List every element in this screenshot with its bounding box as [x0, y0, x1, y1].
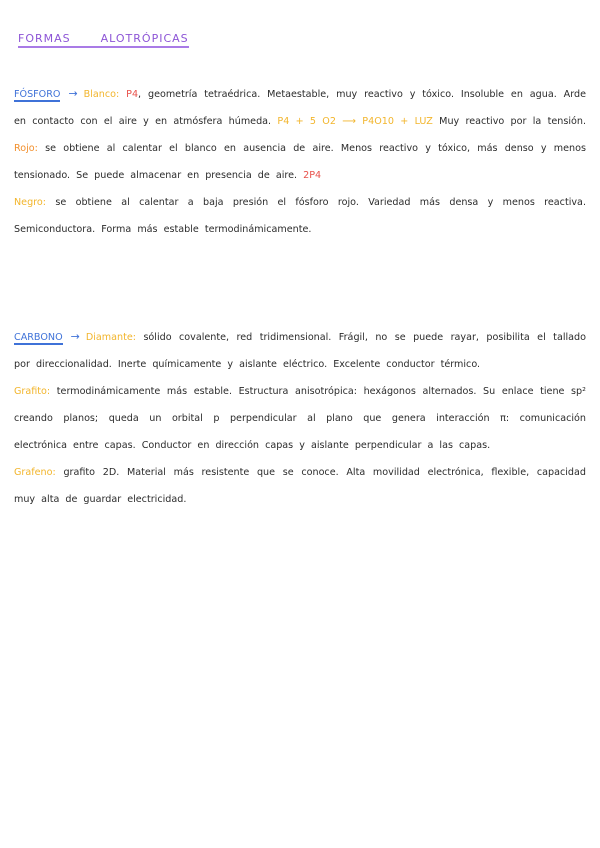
blanco-text: , geometría tetraédrica. Metaestable, muy reactivo y tóxico. Insoluble en agua. Arde en contacto con el aire y en atmósfera húmeda. — [14, 89, 586, 127]
grafeno-text: grafito 2D. Material más resistente que se conoce. Alta movilidad electrónica, flexible, capacidad muy alta de guardar electricidad. — [14, 467, 586, 505]
title-word-1: FORMAS — [18, 32, 71, 45]
diamante-label: Diamante: — [85, 332, 136, 343]
blanco-label: Blanco: — [83, 89, 120, 100]
page-title — [18, 32, 189, 48]
fosforo-section — [14, 80, 586, 243]
arrow-right-icon: → — [70, 330, 80, 343]
negro-text: se obtiene al calentar a baja presión el fósforo rojo. Variedad más densa y menos reactiva. Semiconductora. Forma más estable termodinámicamente. — [14, 197, 586, 235]
negro-label: Negro: — [14, 197, 47, 208]
arrow-right-icon: → — [68, 87, 78, 100]
reaction-equation: P4 + 5 O2 ⟶ P4O10 + LUZ — [277, 116, 433, 127]
title-word-2: ALOTRÓPICAS — [100, 32, 189, 45]
grafito-label: Grafito: — [14, 386, 51, 397]
carbono-section — [14, 323, 586, 513]
rojo-label: Rojo: — [14, 143, 38, 154]
fosforo-heading: FÓSFORO — [14, 89, 61, 100]
carbono-heading: CARBONO — [14, 332, 63, 343]
blanco-text-2: Muy reactivo por la tensión. — [439, 116, 586, 127]
diamante-text: sólido covalente, red tridimensional. Frágil, no se puede rayar, posibilita el tallado por direccionalidad. Inerte químicamente y aislante eléctrico. Excelente conductor térmico. — [14, 332, 586, 370]
grafeno-label: Grafeno: — [14, 467, 56, 478]
grafito-text: termodinámicamente más estable. Estructura anisotrópica: hexágonos alternados. Su enlace tiene sp² creando planos; queda un orbital p perpendicular al plano que genera interacción π: comunicación electrónica entre capas. Conductor en dirección capas y aislante perpendicular a las capas. — [14, 386, 586, 451]
rojo-formula: 2P4 — [303, 170, 322, 181]
blanco-formula: P4 — [126, 89, 139, 100]
rojo-text: se obtiene al calentar el blanco en ausencia de aire. Menos reactivo y tóxico, más denso y menos tensionado. Se puede almacenar en presencia de aire. — [14, 143, 586, 181]
